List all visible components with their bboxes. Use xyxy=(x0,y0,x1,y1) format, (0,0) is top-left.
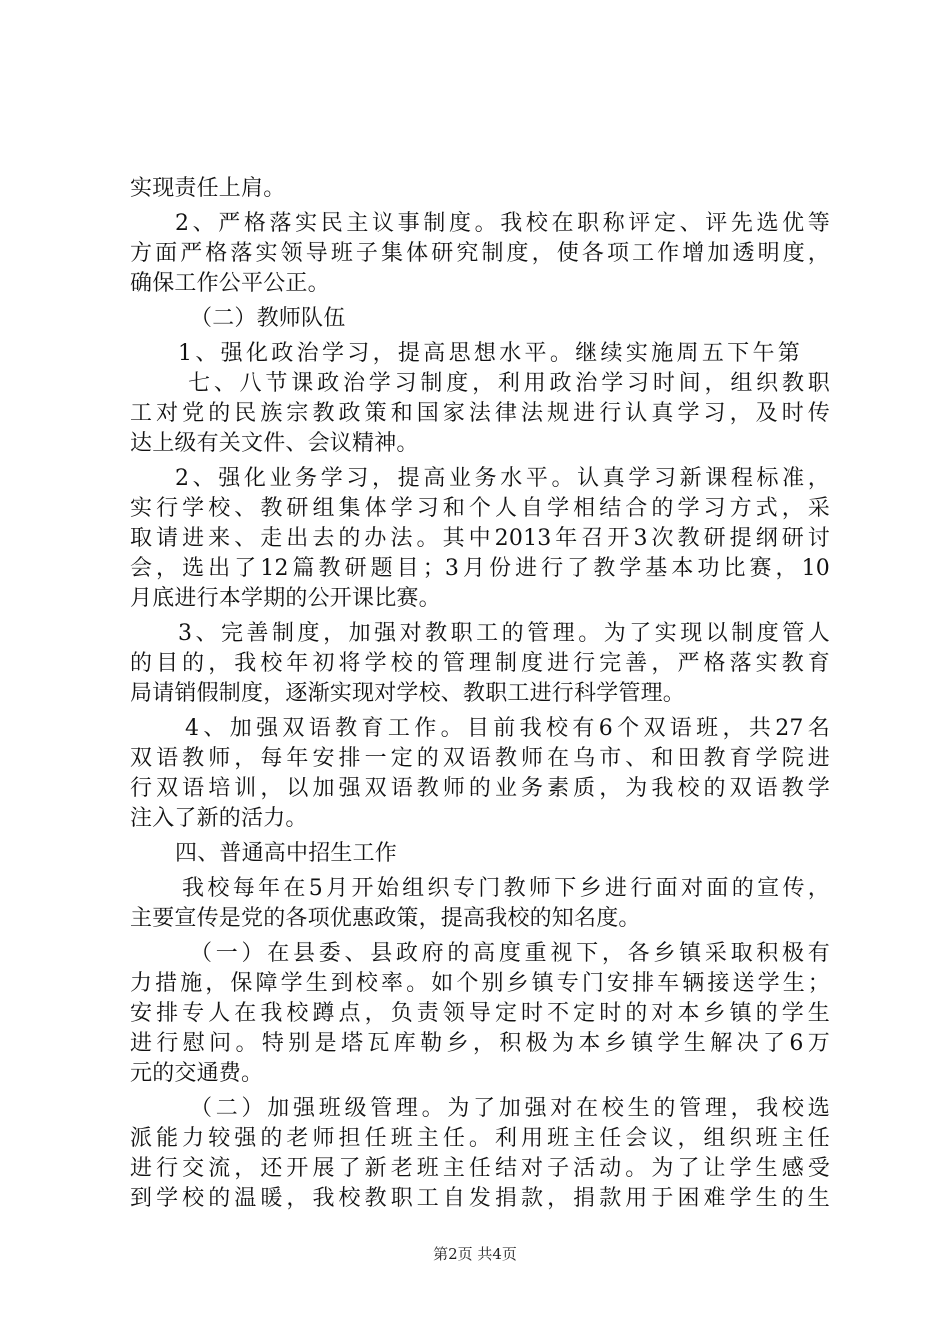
text-line: （二）教师队伍 xyxy=(190,306,346,331)
text-line: 2、严格落实民主议事制度。我校在职称评定、评先选优等 xyxy=(175,211,830,236)
text-line: 四、普通高中招生工作 xyxy=(175,841,398,866)
text-line: 我校每年在5月开始组织专门教师下乡进行面对面的宣传， xyxy=(182,876,830,901)
text-line: （二）加强班级管理。为了加强对在校生的管理，我校选 xyxy=(190,1096,830,1121)
text-line: 派能力较强的老师担任班主任。利用班主任会议，组织班主任 xyxy=(130,1126,830,1151)
text-line: 2、强化业务学习，提高业务水平。认真学习新课程标准， xyxy=(175,466,830,491)
text-line: 进行交流，还开展了新老班主任结对子活动。为了让学生感受 xyxy=(130,1156,830,1181)
text-line: 达上级有关文件、会议精神。 xyxy=(130,431,419,456)
text-line: 取请进来、走出去的办法。其中2013年召开3次教研提纲研讨 xyxy=(130,526,830,551)
page-footer: 第2页 共4页 xyxy=(433,1245,517,1263)
text-line: 3、完善制度，加强对教职工的管理。为了实现以制度管人 xyxy=(178,621,830,646)
text-line: 实行学校、教研组集体学习和个人自学相结合的学习方式，采 xyxy=(130,496,830,521)
text-line: 到学校的温暖，我校教职工自发捐款，捐款用于困难学生的生 xyxy=(130,1186,830,1211)
text-line: 1、强化政治学习，提高思想水平。继续实施周五下午第 xyxy=(178,341,800,366)
text-line: 注入了新的活力。 xyxy=(130,806,308,831)
text-line: 实现责任上肩。 xyxy=(130,176,286,201)
text-line: 力措施，保障学生到校率。如个别乡镇专门安排车辆接送学生； xyxy=(130,971,830,996)
text-line: 确保工作公平公正。 xyxy=(130,271,330,296)
text-line: 行双语培训，以加强双语教师的业务素质，为我校的双语教学 xyxy=(130,776,830,801)
text-line: 工对党的民族宗教政策和国家法律法规进行认真学习，及时传 xyxy=(130,401,830,426)
text-line: （一）在县委、县政府的高度重视下，各乡镇采取积极有 xyxy=(190,941,830,966)
text-line: 会，选出了12篇教研题目；3月份进行了教学基本功比赛，10 xyxy=(130,556,830,581)
text-line: 双语教师，每年安排一定的双语教师在乌市、和田教育学院进 xyxy=(130,746,830,771)
text-line: 月底进行本学期的公开课比赛。 xyxy=(130,586,441,611)
text-line: 方面严格落实领导班子集体研究制度，使各项工作增加透明度， xyxy=(130,241,830,266)
text-line: 安排专人在我校蹲点，负责领导定时不定时的对本乡镇的学生 xyxy=(130,1001,830,1026)
text-line: 元的交通费。 xyxy=(130,1061,264,1086)
text-line: 的目的，我校年初将学校的管理制度进行完善，严格落实教育 xyxy=(130,651,830,676)
text-line: 七、八节课政治学习制度，利用政治学习时间，组织教职 xyxy=(188,371,830,396)
text-line: 4、加强双语教育工作。目前我校有6个双语班，共27名 xyxy=(185,716,830,741)
text-line: 主要宣传是党的各项优惠政策，提高我校的知名度。 xyxy=(130,906,641,931)
text-line: 进行慰问。特别是塔瓦库勒乡，积极为本乡镇学生解决了6万 xyxy=(130,1031,830,1056)
text-line: 局请销假制度，逐渐实现对学校、教职工进行科学管理。 xyxy=(130,681,686,706)
